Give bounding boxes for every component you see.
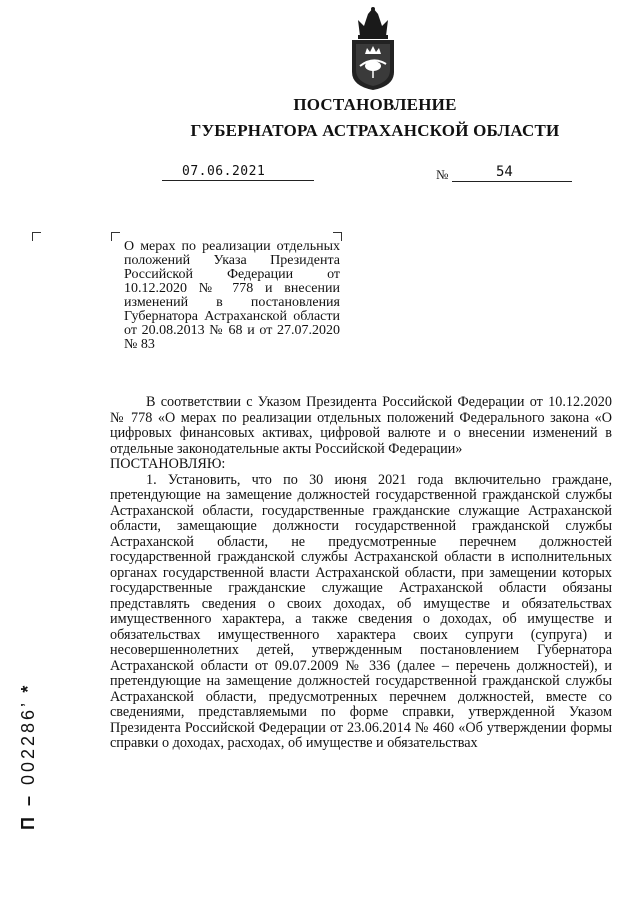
number-underline — [452, 181, 572, 182]
subject-corner-left — [111, 232, 120, 241]
document-title: ПОСТАНОВЛЕНИЕ — [293, 95, 457, 114]
stamp-number: 002286 — [18, 706, 38, 786]
document-issuer: ГУБЕРНАТОРА АСТРАХАНСКОЙ ОБЛАСТИ — [190, 121, 560, 140]
coat-of-arms-emblem — [346, 6, 400, 92]
paragraph-1: 1. Установить, что по 30 июня 2021 года включительно граждане, претендующие на замещение должностей государственной гражданской службы Астраханской области, государственные гражданские служащие Астраханской области, замещающие должности государственной гражданской службы Астраханской области, не предусмотренные перечнем должностей государственной гражданской службы Астраханской области в исполнительных органах государственной власти Астраханской области, при замещении которых государственные гражданские служащие Астраханской области обязаны представлять сведения о своих доходах, об имуществе и обязательствах имущественного характера, а также сведения о доходах, об имуществе и обязательствах имущественного характера своих супруги (супруга) и несовершеннолетних детей, утвержденным постановлением Губернатора Астраханской области от 09.07.2009 № 336 (далее – перечень должностей), и претендующие на замещение должностей государственной гражданской службы Астраханской области, предусмотренных перечнем должностей, вместе со сведениями, представляемыми по форме справки, утвержденной Указом Президента Российской Федерации от 23.06.2014 № 460 «Об утверждении формы справки о доходах, расходах, об имуществе и обязательствах — [110, 471, 612, 751]
document-subject: О мерах по реализации отдельных положений Указа Президента Российской Федерации от 10.12.2020 № 778 и внесении изменений в постановления Губернатора Астраханской области от 20.08.2013 № 68 и от 27.07.2020 № 83 — [124, 239, 340, 352]
number-sign: № — [436, 167, 449, 182]
document-body — [110, 395, 612, 752]
date-underline — [162, 180, 314, 181]
stamp-prefix: П – — [18, 793, 38, 830]
document-number: 54 — [496, 164, 513, 180]
decree-word: ПОСТАНОВЛЯЮ: — [110, 456, 226, 472]
margin-corner-mark — [32, 232, 41, 241]
preamble-paragraph: В соответствии с Указом Президента Российской Федерации от 10.12.2020 № 778 «О мерах по реализации отдельных положений Федерального закона «О цифровых финансовых активах, цифровой валюте и о внесении изменений в отдельные законодательные акты Российской Федерации» — [110, 394, 612, 457]
registration-stamp: П – 002286’ * — [18, 682, 38, 830]
stamp-star-icon: * — [18, 682, 38, 693]
document-date: 07.06.2021 — [182, 164, 266, 179]
